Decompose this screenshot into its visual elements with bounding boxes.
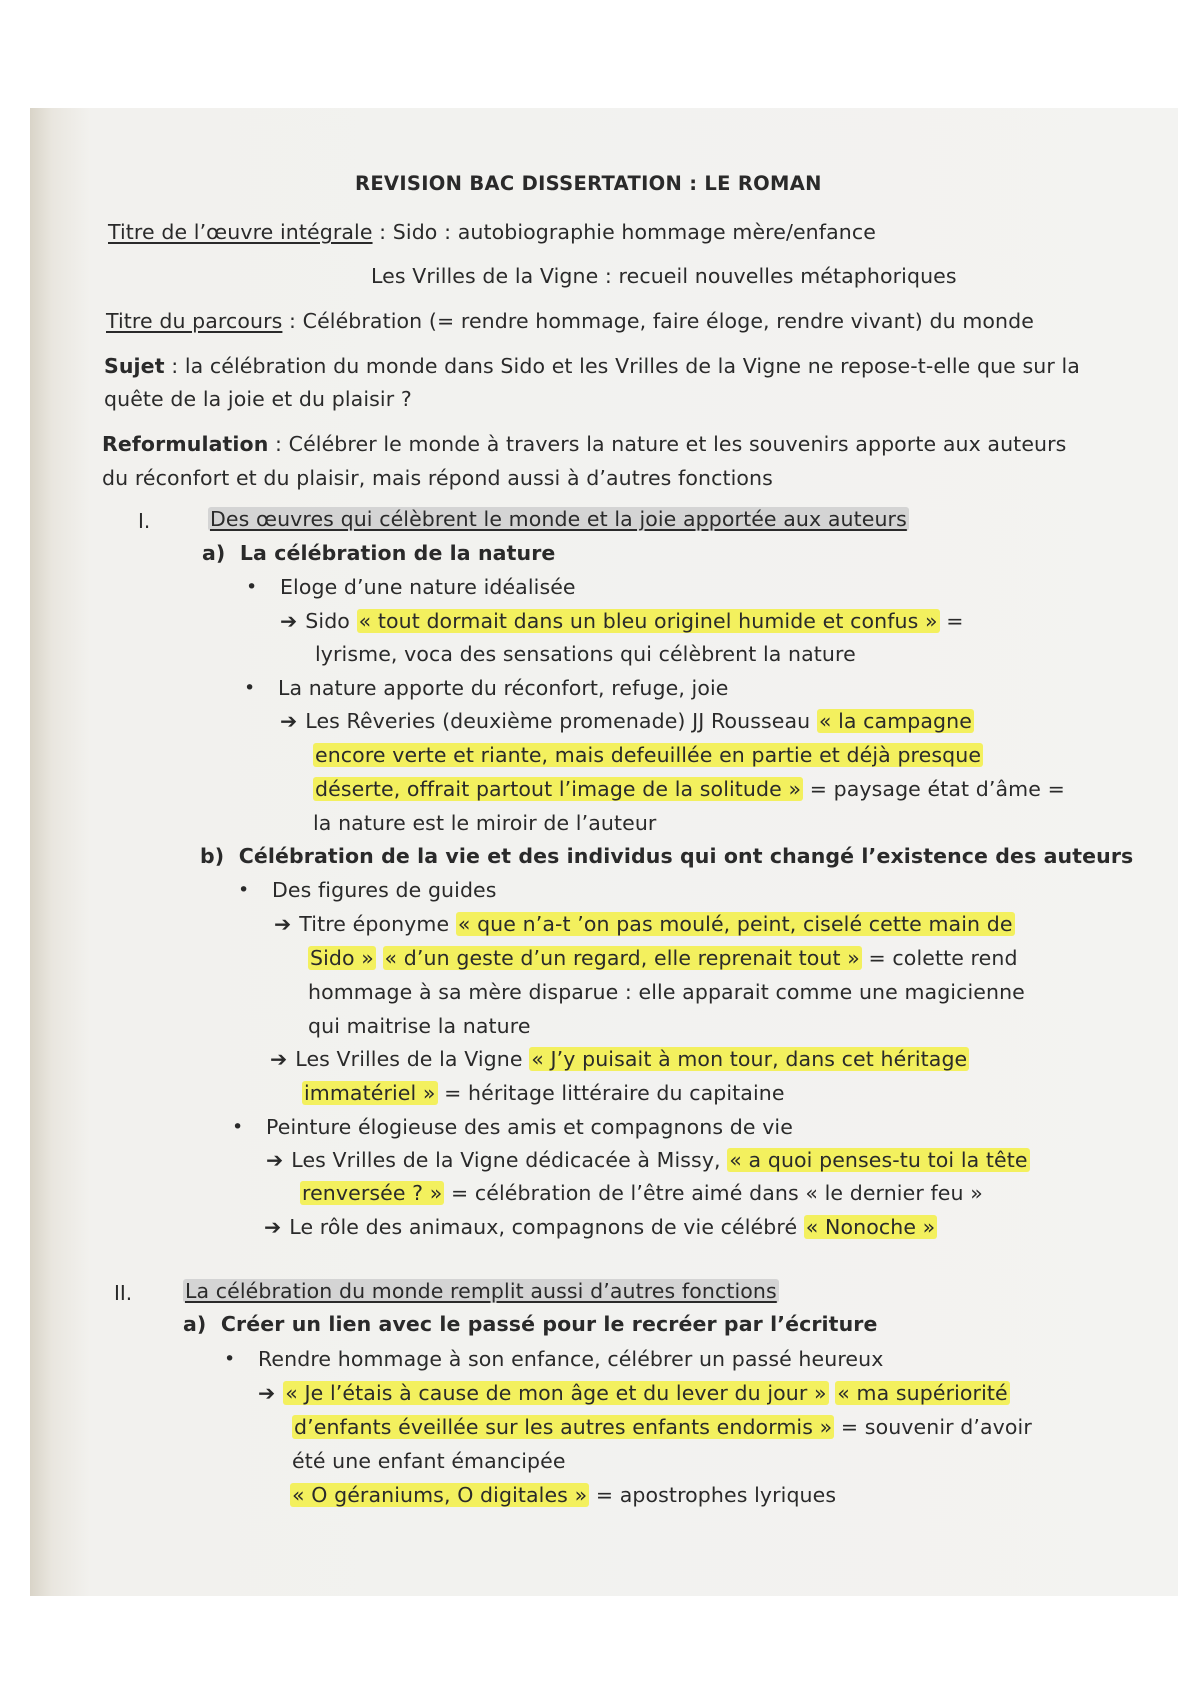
part2-a-label: a) — [183, 1312, 207, 1336]
part2-a-arrow-1-line-2 — [292, 1414, 1032, 1440]
reform-label: Reformulation — [102, 432, 269, 456]
arrow-right-icon: ➔ — [258, 1381, 276, 1405]
sujet-line-2: quête de la joie et du plaisir ? — [104, 387, 412, 411]
part1-b-arrow-3-line-2 — [300, 1180, 983, 1206]
arrow-right-icon: ➔ — [280, 609, 298, 633]
part1-b-arrow-2 — [270, 1046, 969, 1072]
arrow-right-icon: ➔ — [264, 1215, 282, 1239]
parcours-text: : Célébration (= rendre hommage, faire éloge, rendre vivant) du monde — [282, 309, 1034, 333]
part2-a-bullet-1: • Rendre hommage à son enfance, célébrer un passé heureux — [258, 1346, 883, 1372]
page-title: REVISION BAC DISSERTATION : LE ROMAN — [355, 172, 822, 195]
part2-a-arrow-1 — [258, 1380, 1010, 1406]
part2-a-arrow-1-line-3: été une enfant émancipée — [292, 1449, 566, 1473]
highlighted-quote: « Nonoche » — [805, 1215, 936, 1239]
sujet-line-1 — [104, 353, 1080, 379]
arrow-right-icon: ➔ — [274, 912, 292, 936]
highlighted-quote: « d’un geste d’un regard, elle reprenait tout » — [384, 946, 860, 970]
highlighted-quote: déserte, offrait partout l’image de la solitude » — [315, 777, 802, 801]
part1-a-bullet-2: • La nature apporte du réconfort, refuge, joie — [278, 675, 729, 701]
part1-a-title: La célébration de la nature — [239, 541, 556, 565]
part1-number: I. — [138, 509, 151, 533]
arrow-right-icon: ➔ — [280, 709, 298, 733]
part2-a-title: Créer un lien avec le passé pour le recréer par l’écriture — [220, 1312, 878, 1336]
parcours-line — [106, 308, 1034, 334]
oeuvre-text-2: Les Vrilles de la Vigne : recueil nouvelles métaphoriques — [371, 264, 957, 288]
highlighted-quote: « J’y puisait à mon tour, dans cet héritage — [531, 1047, 968, 1071]
quote-comment: = apostrophes lyriques — [589, 1483, 837, 1507]
part1-a-arrow-2-line-4: la nature est le miroir de l’auteur — [313, 811, 657, 835]
part1-b-label: b) — [200, 844, 225, 868]
highlighted-quote: renversée ? » — [302, 1181, 443, 1205]
arrow-right-icon: ➔ — [266, 1148, 284, 1172]
highlighted-quote: « ma supériorité — [837, 1381, 1008, 1405]
parcours-label: Titre du parcours — [106, 309, 283, 333]
highlighted-quote: immatériel » — [304, 1081, 436, 1105]
highlighted-quote: « Je l’étais à cause de mon âge et du lever du jour » — [285, 1381, 827, 1405]
arrow-right-icon: ➔ — [270, 1047, 288, 1071]
document-sheet — [30, 108, 1178, 1596]
part2-number: II. — [114, 1281, 133, 1305]
part1-b-arrow-1-line-3: hommage à sa mère disparue : elle apparait comme une magicienne — [308, 980, 1025, 1004]
highlighted-quote: « tout dormait dans un bleu originel humide et confus » — [358, 609, 938, 633]
part2-heading — [183, 1278, 779, 1304]
part1-b-title: Célébration de la vie et des individus qui ont changé l’existence des auteurs — [238, 844, 1134, 868]
sujet-label: Sujet — [104, 354, 165, 378]
part1-b-arrow-3 — [266, 1147, 1030, 1173]
reform-line-2: du réconfort et du plaisir, mais répond aussi à d’autres fonctions — [102, 466, 773, 490]
part1-a-arrow-2 — [280, 708, 974, 734]
part1-b-arrow-1-line-4: qui maitrise la nature — [308, 1014, 531, 1038]
part1-heading-text: Des œuvres qui célèbrent le monde et la joie apportée aux auteurs — [210, 507, 907, 531]
part1-a-title-line — [202, 540, 555, 566]
reform-line-1 — [102, 431, 1066, 457]
part1-b-arrow-2-line-2 — [302, 1080, 785, 1106]
quote-source: Les Vrilles de la Vigne — [295, 1047, 530, 1071]
part1-a-arrow-1-line-2: lyrisme, voca des sensations qui célèbrent la nature — [315, 642, 856, 666]
part1-a-arrow-2-line-2 — [313, 742, 983, 768]
quote-source: Les Vrilles de la Vigne dédicacée à Missy, — [291, 1148, 728, 1172]
oeuvre-text-1: : Sido : autobiographie hommage mère/enfance — [372, 220, 876, 244]
part2-heading-text: La célébration du monde remplit aussi d’autres fonctions — [185, 1279, 777, 1303]
part1-b-arrow-1 — [274, 911, 1015, 937]
highlighted-quote: Sido » — [310, 946, 374, 970]
quote-comment: = héritage littéraire du capitaine — [437, 1081, 785, 1105]
highlighted-quote: « O géraniums, O digitales » — [292, 1483, 588, 1507]
part1-b-arrow-4 — [264, 1214, 937, 1240]
quote-comment: = colette rend — [861, 946, 1018, 970]
part1-b-bullet-2: • Peinture élogieuse des amis et compagnons de vie — [266, 1114, 793, 1140]
sujet-text-1: : la célébration du monde dans Sido et les Vrilles de la Vigne ne repose-t-elle que sur la — [164, 354, 1080, 378]
part2-a-title-line — [183, 1311, 878, 1337]
oeuvre-line — [108, 219, 876, 245]
quote-source: Les Rêveries (deuxième promenade) JJ Rousseau — [305, 709, 817, 733]
quote-source: Sido — [305, 609, 357, 633]
oeuvre-label: Titre de l’œuvre intégrale — [108, 220, 373, 244]
document-photo — [30, 108, 1178, 1596]
part1-a-arrow-2-line-3 — [313, 776, 1065, 802]
highlighted-quote: d’enfants éveillée sur les autres enfants endormis » — [294, 1415, 833, 1439]
quote-source: Titre éponyme — [299, 912, 456, 936]
quote-comment: = paysage état d’âme = — [803, 777, 1065, 801]
part1-heading — [208, 506, 909, 532]
quote-source: Le rôle des animaux, compagnons de vie célébré — [289, 1215, 804, 1239]
reform-text-1: : Célébrer le monde à travers la nature et les souvenirs apporte aux auteurs — [268, 432, 1067, 456]
quote-comment: = souvenir d’avoir — [834, 1415, 1032, 1439]
quote-comment: = célébration de l’être aimé dans « le dernier feu » — [444, 1181, 983, 1205]
part1-a-bullet-1: • Eloge d’une nature idéalisée — [280, 574, 576, 600]
part1-b-arrow-1-line-2 — [308, 945, 1018, 971]
part1-b-title-line — [200, 843, 1133, 869]
highlighted-quote: « la campagne — [818, 709, 972, 733]
part2-a-arrow-1-line-4 — [290, 1482, 836, 1508]
part1-a-label: a) — [202, 541, 226, 565]
highlighted-quote: « a quoi penses-tu toi la tête — [729, 1148, 1028, 1172]
quote-comment: = — [939, 609, 964, 633]
highlighted-quote: encore verte et riante, mais defeuillée en partie et déjà presque — [315, 743, 982, 767]
highlighted-quote: « que n’a-t ’on pas moulé, peint, ciselé cette main de — [457, 912, 1013, 936]
part1-a-arrow-1 — [280, 608, 964, 634]
part1-b-bullet-1: • Des figures de guides — [272, 877, 497, 903]
